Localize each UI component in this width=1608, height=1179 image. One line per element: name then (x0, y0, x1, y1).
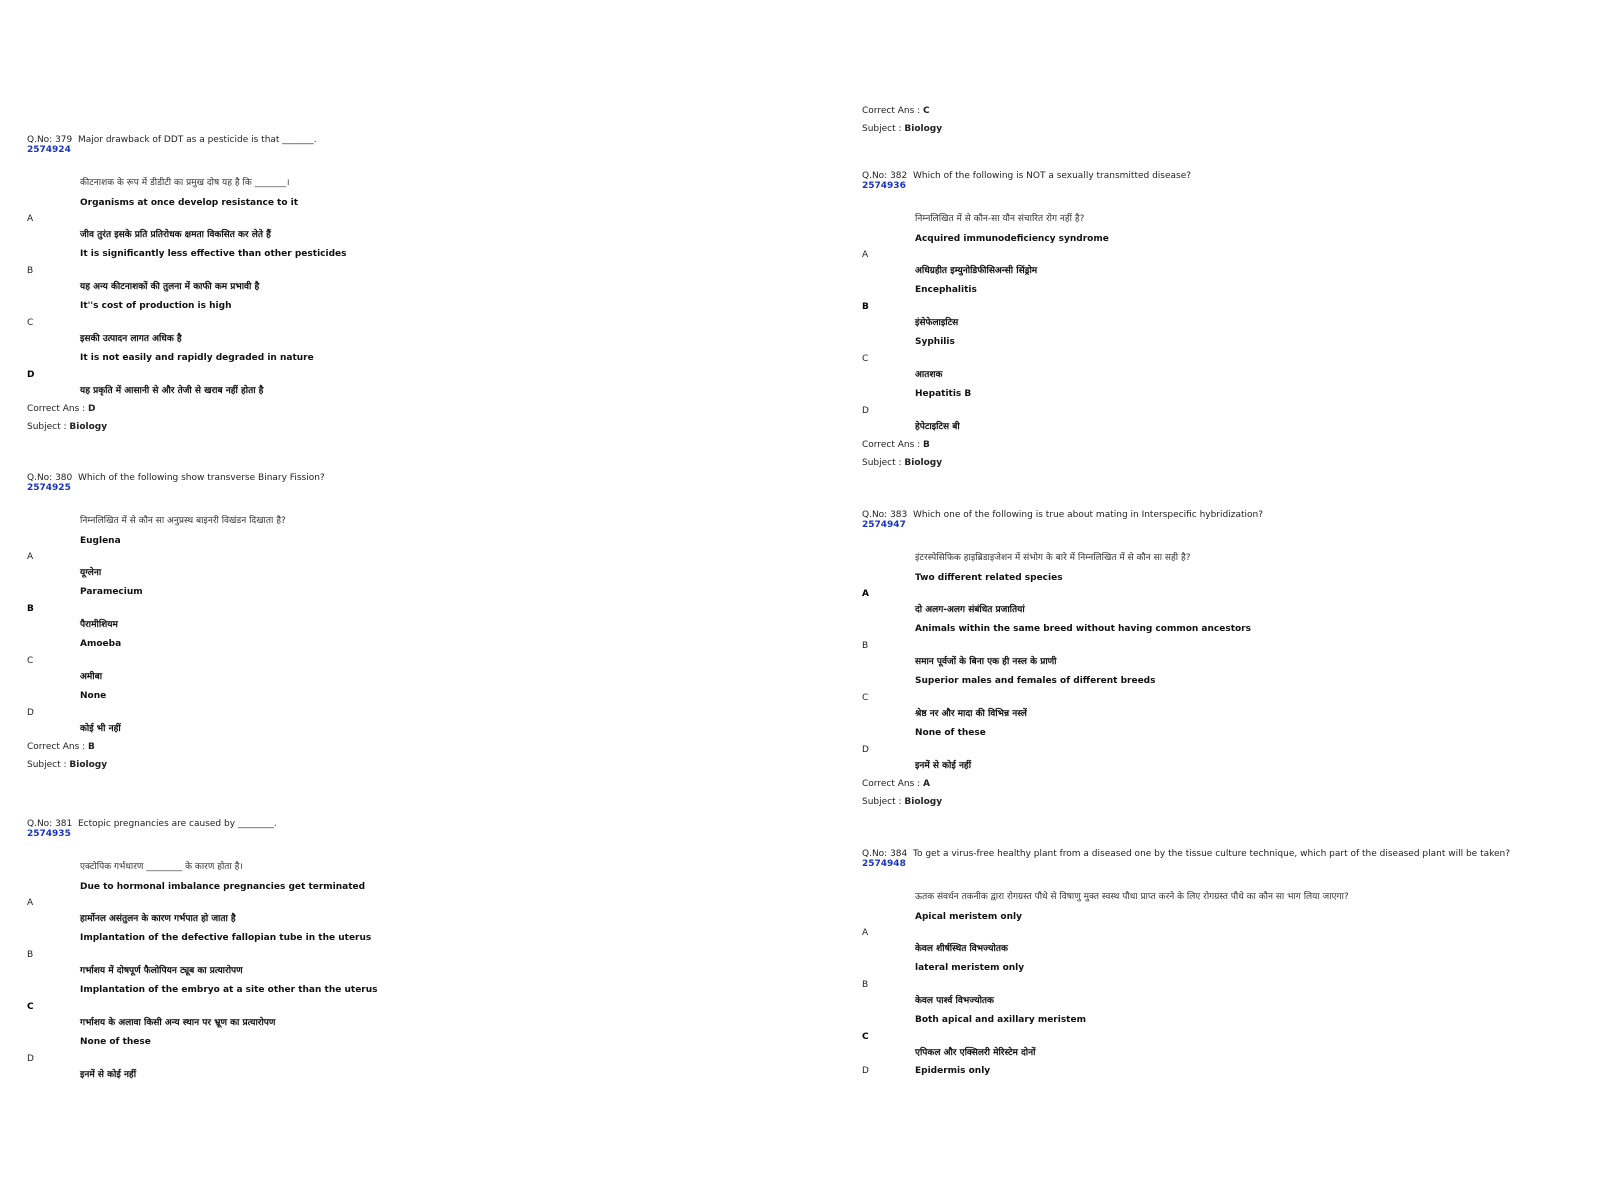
option-d-letter: D (27, 708, 34, 718)
correct-ans-value: A (923, 779, 930, 789)
question-text-hi: कीटनाशक के रूप में डीडीटी का प्रमुख दोष यह है कि _______। (80, 178, 290, 188)
option-b-hi: गर्भाशय में दोषपूर्ण फैलोपियन ट्यूब का प्रत्यारोपण (80, 966, 243, 976)
question-id: 2574936 (862, 181, 906, 191)
question-header (862, 510, 1263, 521)
option-c-letter: C (862, 1032, 869, 1042)
question-number: 381 (55, 819, 73, 829)
correct-answer (27, 403, 96, 415)
subject-value: Biology (69, 422, 108, 432)
correct-ans-label: Correct Ans : (862, 106, 924, 116)
question-number: 384 (890, 849, 908, 859)
option-a-hi: हार्मोनल असंतुलन के कारण गर्भपात हो जाता है (80, 914, 236, 924)
question-text-hi: एक्टोपिक गर्भधारण ________ के कारण होता है। (80, 862, 243, 872)
option-d-en: None of these (915, 728, 986, 738)
qno-prefix: Q.No: (862, 171, 891, 181)
option-b-hi: यह अन्य कीटनाशकों की तुलना में काफी कम प्रभावी है (80, 282, 260, 292)
option-d-en: None of these (80, 1037, 151, 1047)
option-b-hi: इंसेफेलाइटिस (915, 318, 959, 328)
correct-answer (27, 741, 95, 753)
option-b-letter: B (862, 302, 869, 312)
question-text-en: To get a virus-free healthy plant from a diseased one by the tissue culture technique, which part of the diseased plant will be taken? (913, 849, 1511, 859)
carryover-subject (862, 123, 942, 135)
option-d-en: None (80, 691, 107, 701)
qno-prefix: Q.No: (27, 819, 56, 829)
option-a-en: Acquired immunodeficiency syndrome (915, 234, 1109, 244)
option-c-en: Superior males and females of different breeds (915, 676, 1156, 686)
correct-ans-value: B (88, 742, 95, 752)
question-id: 2574935 (27, 829, 71, 839)
option-d-en: Epidermis only (915, 1066, 991, 1076)
question-text-en: Which one of the following is true about mating in Interspecific hybridization? (913, 510, 1263, 520)
option-a-hi: यूग्लेना (80, 568, 102, 578)
option-b-en: It is significantly less effective than other pesticides (80, 249, 347, 259)
option-a-en: Apical meristem only (915, 912, 1022, 922)
option-d-en: It is not easily and rapidly degraded in nature (80, 353, 314, 363)
option-c-en: Implantation of the embryo at a site other than the uterus (80, 985, 378, 995)
option-c-letter: C (862, 693, 869, 703)
qno-prefix: Q.No: (862, 849, 891, 859)
question-text-hi: निम्नलिखित में से कौन सा अनुप्रस्थ बाइनरी विखंडन दिखाता है? (80, 516, 286, 526)
question-number: 379 (55, 135, 73, 145)
option-d-letter: D (27, 370, 35, 380)
subject-line (862, 457, 942, 469)
option-d-hi: यह प्रकृति में आसानी से और तेजी से खराब नहीं होता है (80, 386, 264, 396)
option-d-hi: इनमें से कोई नहीं (80, 1070, 137, 1080)
question-text-hi: ऊतक संवर्धन तकनीक द्वारा रोगग्रस्त पौधे से विषाणु मुक्त स्वस्थ पौधा प्राप्त करने के लिए रोगग्रस्त पौधे का कौन सा भाग लिया जाएगा? (915, 892, 1349, 902)
option-b-hi: केवल पार्श्व विभज्योतक (915, 996, 994, 1006)
question-id: 2574925 (27, 483, 71, 493)
option-c-letter: C (27, 656, 34, 666)
question-id: 2574948 (862, 859, 906, 869)
question-header (27, 473, 325, 484)
correct-answer (862, 778, 930, 790)
option-c-en: Amoeba (80, 639, 122, 649)
option-a-letter: A (27, 898, 34, 908)
subject-value: Biology (904, 797, 943, 807)
option-a-en: Due to hormonal imbalance pregnancies get terminated (80, 882, 366, 892)
option-d-letter: D (862, 745, 869, 755)
option-a-hi: अधिग्रहीत इम्युनोडिफीसिअन्सी सिंड्रोम (915, 266, 1038, 276)
option-c-letter: C (27, 318, 34, 328)
question-id: 2574924 (27, 145, 71, 155)
option-c-hi: श्रेष्ठ नर और मादा की विभिन्न नस्लें (915, 709, 1027, 719)
correct-ans-label: Correct Ans : (862, 779, 924, 789)
subject-label: Subject : (862, 797, 905, 807)
option-c-hi: अमीबा (80, 672, 103, 682)
correct-ans-value: C (923, 106, 930, 116)
option-c-hi: आतशक (915, 370, 943, 380)
correct-answer (862, 439, 930, 451)
correct-ans-value: B (923, 440, 930, 450)
subject-label: Subject : (862, 124, 905, 134)
option-b-letter: B (27, 266, 34, 276)
option-c-hi: गर्भाशय के अलावा किसी अन्य स्थान पर भ्रूण का प्रत्यारोपण (80, 1018, 276, 1028)
option-b-en: Implantation of the defective fallopian tube in the uterus (80, 933, 372, 943)
option-c-en: It''s cost of production is high (80, 301, 232, 311)
option-a-hi: दो अलग-अलग संबंधित प्रजातियां (915, 605, 1025, 615)
subject-value: Biology (69, 760, 108, 770)
option-d-en: Hepatitis B (915, 389, 972, 399)
question-number: 382 (890, 171, 908, 181)
subject-line (27, 421, 107, 433)
correct-ans-label: Correct Ans : (862, 440, 924, 450)
correct-ans-label: Correct Ans : (27, 404, 89, 414)
option-d-letter: D (862, 406, 869, 416)
option-b-letter: B (862, 980, 869, 990)
qno-prefix: Q.No: (27, 135, 56, 145)
option-a-en: Two different related species (915, 573, 1063, 583)
option-c-en: Syphilis (915, 337, 955, 347)
option-a-letter: A (27, 552, 34, 562)
option-a-letter: A (27, 214, 34, 224)
correct-ans-value: D (88, 404, 96, 414)
option-d-hi: कोई भी नहीं (80, 724, 121, 734)
option-c-en: Both apical and axillary meristem (915, 1015, 1086, 1025)
option-b-hi: समान पूर्वजों के बिना एक ही नस्ल के प्राणी (915, 657, 1057, 667)
question-id: 2574947 (862, 520, 906, 530)
option-b-en: Encephalitis (915, 285, 977, 295)
question-text-en: Major drawback of DDT as a pesticide is that _______. (78, 135, 317, 145)
option-d-letter: D (862, 1066, 869, 1076)
option-d-letter: D (27, 1054, 34, 1064)
subject-value: Biology (904, 124, 943, 134)
option-c-hi: इसकी उत्पादन लागत अधिक है (80, 334, 182, 344)
question-text-en: Which of the following show transverse Binary Fission? (78, 473, 325, 483)
option-d-hi: इनमें से कोई नहीं (915, 761, 972, 771)
subject-label: Subject : (27, 422, 70, 432)
option-b-hi: पैरामीशियम (80, 620, 118, 630)
subject-line (862, 796, 942, 808)
subject-line (27, 759, 107, 771)
option-a-letter: A (862, 250, 869, 260)
question-number: 383 (890, 510, 908, 520)
question-text-hi: निम्नलिखित में से कौन-सा यौन संचारित रोग नहीं है? (915, 214, 1085, 224)
option-a-hi: केवल शीर्षस्थित विभज्योतक (915, 944, 1008, 954)
option-b-letter: B (27, 604, 34, 614)
subject-label: Subject : (27, 760, 70, 770)
option-a-en: Organisms at once develop resistance to it (80, 198, 299, 208)
question-text-en: Which of the following is NOT a sexually transmitted disease? (913, 171, 1192, 181)
carryover-correct-answer (862, 105, 930, 117)
option-c-letter: C (27, 1002, 34, 1012)
question-text-en: Ectopic pregnancies are caused by ________. (78, 819, 277, 829)
question-text-hi: इंटरस्पेसिफिक हाइब्रिडाइजेशन में संभोग के बारे में निम्नलिखित में से कौन सा सही है? (915, 553, 1191, 563)
option-d-hi: हेपेटाइटिस बी (915, 422, 960, 432)
option-b-letter: B (862, 641, 869, 651)
question-number: 380 (55, 473, 73, 483)
option-a-letter: A (862, 928, 869, 938)
option-c-hi: एपिकल और एक्सिलरी मेरिस्टेम दोनों (915, 1048, 1036, 1058)
qno-prefix: Q.No: (862, 510, 891, 520)
option-b-letter: B (27, 950, 34, 960)
option-a-en: Euglena (80, 536, 121, 546)
qno-prefix: Q.No: (27, 473, 56, 483)
option-b-en: lateral meristem only (915, 963, 1025, 973)
subject-label: Subject : (862, 458, 905, 468)
option-b-en: Animals within the same breed without having common ancestors (915, 624, 1251, 634)
option-a-hi: जीव तुरंत इसके प्रति प्रतिरोधक क्षमता विकसित कर लेते हैं (80, 230, 271, 240)
option-b-en: Paramecium (80, 587, 143, 597)
question-header (862, 171, 1191, 182)
correct-ans-label: Correct Ans : (27, 742, 89, 752)
question-header (862, 849, 1510, 860)
option-c-letter: C (862, 354, 869, 364)
subject-value: Biology (904, 458, 943, 468)
option-a-letter: A (862, 589, 869, 599)
